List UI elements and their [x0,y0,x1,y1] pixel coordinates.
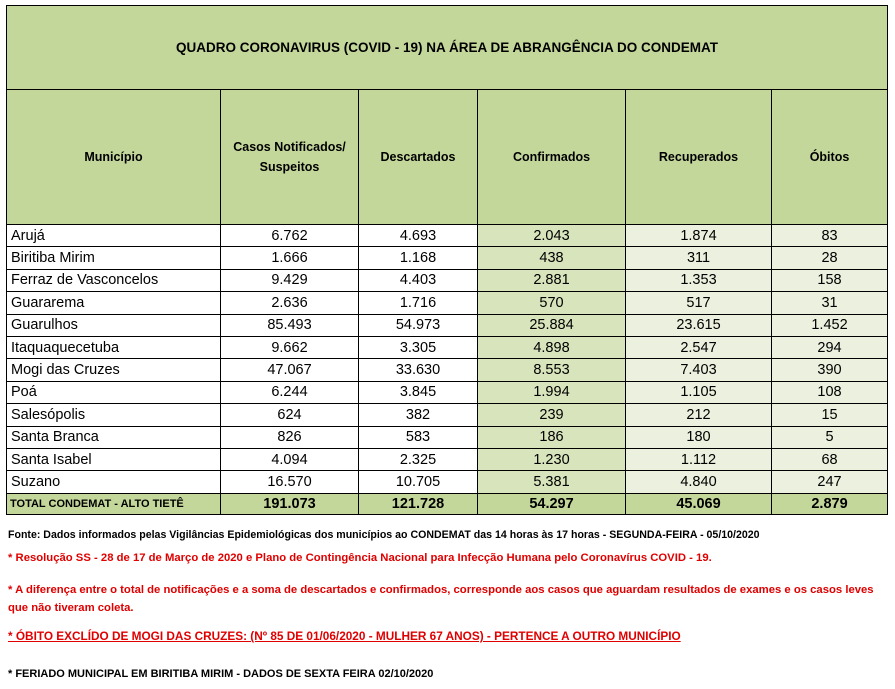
table-row [7,336,888,358]
municipio-cell: Mogi das Cruzes [7,359,221,381]
covid-table [6,5,888,515]
title-row [7,6,888,90]
table-row [7,471,888,493]
obitos-cell: 15 [772,404,888,426]
descartados-cell: 54.973 [359,314,478,336]
col-header-municipio: Município [7,90,221,225]
difference-note: * A diferença entre o total de notificações e a soma de descartados e confirmados, corresponde aos casos que aguardam resultados de exames e os casos leves que não tiveram coleta. [8,584,874,614]
obitos-cell: 158 [772,269,888,291]
descartados-cell: 4.403 [359,269,478,291]
recuperados-cell: 1.874 [626,225,772,247]
confirmados-cell: 2.881 [478,269,626,291]
recuperados-cell: 23.615 [626,314,772,336]
descartados-cell: 3.845 [359,381,478,403]
confirmados-cell: 186 [478,426,626,448]
total-notificados: 191.073 [221,493,359,514]
notificados-cell: 9.662 [221,336,359,358]
recuperados-cell: 517 [626,292,772,314]
obitos-cell: 31 [772,292,888,314]
header-row [7,90,888,225]
confirmados-cell: 1.994 [478,381,626,403]
descartados-cell: 1.168 [359,247,478,269]
notificados-cell: 1.666 [221,247,359,269]
descartados-cell: 1.716 [359,292,478,314]
obitos-cell: 28 [772,247,888,269]
table-title: QUADRO CORONAVIRUS (COVID - 19) NA ÁREA DE ABRANGÊNCIA DO CONDEMAT [7,6,888,90]
confirmados-cell: 5.381 [478,471,626,493]
municipio-cell: Salesópolis [7,404,221,426]
total-obitos: 2.879 [772,493,888,514]
table-row [7,448,888,470]
table-row [7,381,888,403]
table-row [7,225,888,247]
table-row [7,247,888,269]
col-header-descartados: Descartados [359,90,478,225]
confirmados-cell: 438 [478,247,626,269]
municipio-cell: Poá [7,381,221,403]
table-row [7,404,888,426]
descartados-cell: 2.325 [359,448,478,470]
col-header-confirmados: Confirmados [478,90,626,225]
table-row [7,269,888,291]
notificados-cell: 16.570 [221,471,359,493]
descartados-cell: 33.630 [359,359,478,381]
confirmados-cell: 2.043 [478,225,626,247]
notificados-cell: 85.493 [221,314,359,336]
municipio-cell: Guarulhos [7,314,221,336]
notificados-cell: 6.762 [221,225,359,247]
obitos-cell: 390 [772,359,888,381]
total-label: TOTAL CONDEMAT - ALTO TIETÊ [7,493,221,514]
col-header-notificados-text: Casos Notificados/ Suspeitos [233,140,346,174]
obitos-cell: 68 [772,448,888,470]
notificados-cell: 624 [221,404,359,426]
resolution-note: * Resolução SS - 28 de 17 de Março de 2020 e Plano de Contingência Nacional para Infecção Humana pelo Coronavírus COVID - 19. [8,552,712,564]
recuperados-cell: 1.112 [626,448,772,470]
obitos-cell: 108 [772,381,888,403]
municipio-cell: Biritiba Mirim [7,247,221,269]
obitos-cell: 5 [772,426,888,448]
total-descartados: 121.728 [359,493,478,514]
confirmados-cell: 8.553 [478,359,626,381]
municipio-cell: Suzano [7,471,221,493]
table-row [7,359,888,381]
municipio-cell: Itaquaquecetuba [7,336,221,358]
municipio-cell: Arujá [7,225,221,247]
col-header-obitos: Óbitos [772,90,888,225]
municipio-cell: Santa Isabel [7,448,221,470]
obitos-cell: 247 [772,471,888,493]
notificados-cell: 2.636 [221,292,359,314]
obitos-cell: 294 [772,336,888,358]
confirmados-cell: 4.898 [478,336,626,358]
municipio-cell: Santa Branca [7,426,221,448]
descartados-cell: 3.305 [359,336,478,358]
notificados-cell: 9.429 [221,269,359,291]
table-row [7,314,888,336]
descartados-cell: 583 [359,426,478,448]
covid-report-sheet [6,5,887,515]
obitos-cell: 1.452 [772,314,888,336]
confirmados-cell: 570 [478,292,626,314]
confirmados-cell: 1.230 [478,448,626,470]
col-header-recuperados: Recuperados [626,90,772,225]
recuperados-cell: 2.547 [626,336,772,358]
recuperados-cell: 7.403 [626,359,772,381]
notificados-cell: 4.094 [221,448,359,470]
confirmados-cell: 239 [478,404,626,426]
total-recuperados: 45.069 [626,493,772,514]
obito-note: * ÓBITO EXCLÍDO DE MOGI DAS CRUZES: (Nº 85 DE 01/06/2020 - MULHER 67 ANOS) - PERTENCE A OUTRO MUNICÍPIO [8,629,681,643]
recuperados-cell: 4.840 [626,471,772,493]
total-confirmados: 54.297 [478,493,626,514]
notificados-cell: 6.244 [221,381,359,403]
feriado-note: * FERIADO MUNICIPAL EM BIRITIBA MIRIM - DADOS DE SEXTA FEIRA 02/10/2020 [8,668,434,680]
recuperados-cell: 1.105 [626,381,772,403]
recuperados-cell: 180 [626,426,772,448]
notificados-cell: 826 [221,426,359,448]
recuperados-cell: 1.353 [626,269,772,291]
total-row [7,493,888,514]
descartados-cell: 382 [359,404,478,426]
source-note: Fonte: Dados informados pelas Vigilâncias Epidemiológicas dos municípios ao CONDEMAT das 14 horas às 17 horas - SEGUNDA-FEIRA - 05/10/2020 [8,529,760,541]
recuperados-cell: 311 [626,247,772,269]
municipio-cell: Guararema [7,292,221,314]
table-row [7,426,888,448]
descartados-cell: 10.705 [359,471,478,493]
table-row [7,292,888,314]
table-body [7,225,888,494]
municipio-cell: Ferraz de Vasconcelos [7,269,221,291]
obitos-cell: 83 [772,225,888,247]
confirmados-cell: 25.884 [478,314,626,336]
descartados-cell: 4.693 [359,225,478,247]
recuperados-cell: 212 [626,404,772,426]
notificados-cell: 47.067 [221,359,359,381]
col-header-notificados [221,90,359,225]
